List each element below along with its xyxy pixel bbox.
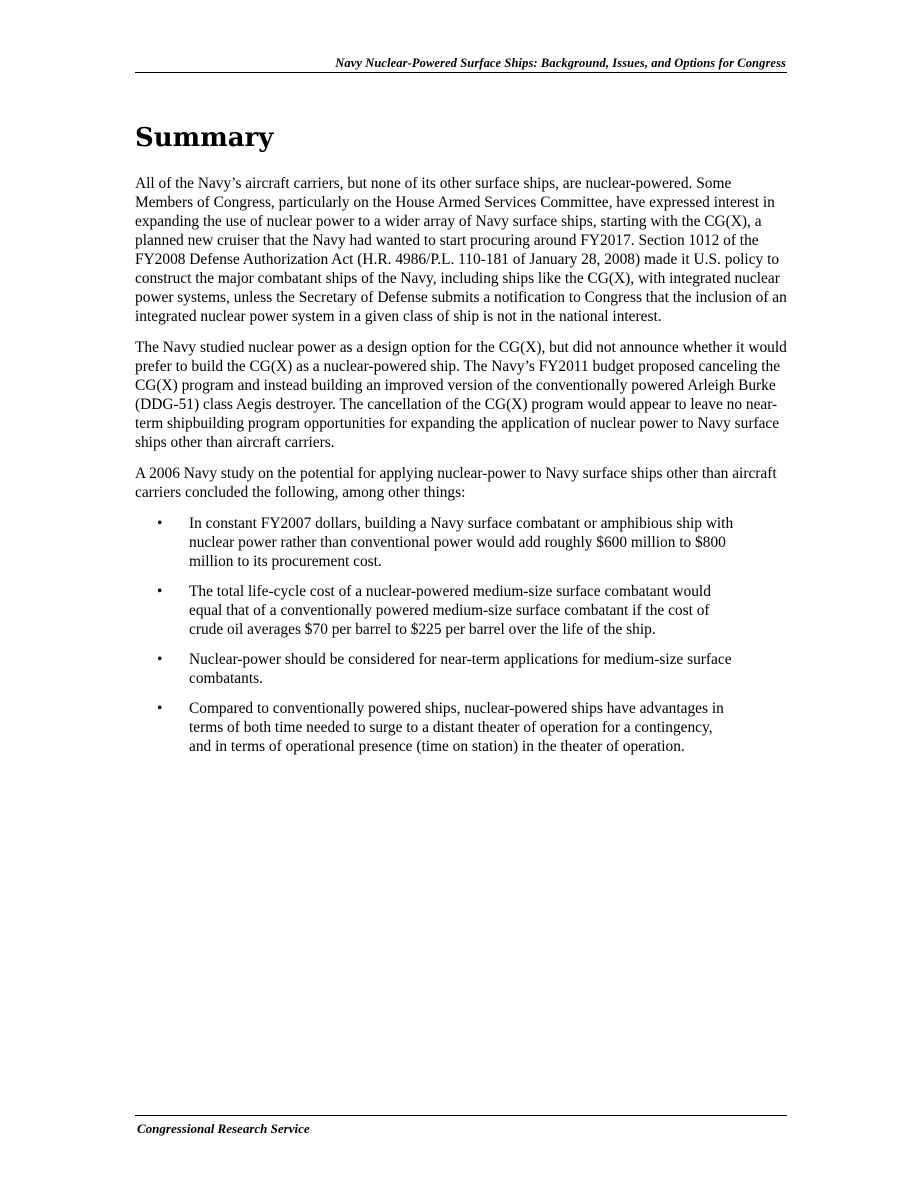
bullet-icon: •: [157, 651, 163, 668]
bullet-icon: •: [157, 515, 163, 532]
list-item-text: In constant FY2007 dollars, building a Navy surface combatant or amphibious ship with nuclear power rather than conventional power would add roughly $600 million to $800 million to its procurement cost.: [189, 515, 734, 570]
paragraph-3: A 2006 Navy study on the potential for applying nuclear-power to Navy surface ships other than aircraft carriers concluded the following, among other things:: [135, 465, 777, 501]
list-item-text: Nuclear-power should be considered for near-term applications for medium-size surface combatants.: [189, 651, 732, 687]
page-title: Summary: [135, 123, 274, 153]
paragraph-2: The Navy studied nuclear power as a design option for the CG(X), but did not announce whether it would prefer to build the CG(X) as a nuclear-powered ship. The Navy’s FY2011 budget proposed canceling the CG(X) program and instead building an improved version of the conventionally powered Arleigh Burke (DDG-51) class Aegis destroyer. The cancellation of the CG(X) program would appear to leave no near-term shipbuilding program opportunities for expanding the application of nuclear power to Navy surface ships other than aircraft carriers.: [135, 339, 787, 451]
header-rule: [135, 72, 787, 73]
findings-list: [135, 514, 787, 756]
footer-organization: Congressional Research Service: [137, 1121, 310, 1136]
list-item: [135, 650, 787, 688]
list-item: [135, 699, 787, 756]
list-item: [135, 514, 787, 571]
list-item: [135, 582, 787, 639]
running-header: Navy Nuclear-Powered Surface Ships: Background, Issues, and Options for Congress: [335, 56, 786, 70]
summary-body: [135, 174, 787, 767]
footer-rule: [135, 1115, 787, 1116]
paragraph-1: All of the Navy’s aircraft carriers, but none of its other surface ships, are nuclear-powered. Some Members of Congress, particularly on the House Armed Services Committee, have expressed interest in expanding the use of nuclear power to a wider array of Navy surface ships, starting with the CG(X), a planned new cruiser that the Navy had wanted to start procuring around FY2017. Section 1012 of the FY2008 Defense Authorization Act (H.R. 4986/P.L. 110-181 of January 28, 2008) made it U.S. policy to construct the major combatant ships of the Navy, including ships like the CG(X), with integrated nuclear power systems, unless the Secretary of Defense submits a notification to Congress that the inclusion of an integrated nuclear power system in a given class of ship is not in the national interest.: [135, 175, 787, 325]
bullet-icon: •: [157, 583, 163, 600]
list-item-text: Compared to conventionally powered ships, nuclear-powered ships have advantages in terms of both time needed to surge to a distant theater of operation for a contingency, and in terms of operational presence (time on station) in the theater of operation.: [189, 700, 724, 755]
bullet-icon: •: [157, 700, 163, 717]
list-item-text: The total life-cycle cost of a nuclear-powered medium-size surface combatant would equal that of a conventionally powered medium-size surface combatant if the cost of crude oil averages $70 per barrel to $225 per barrel over the life of the ship.: [189, 583, 711, 638]
